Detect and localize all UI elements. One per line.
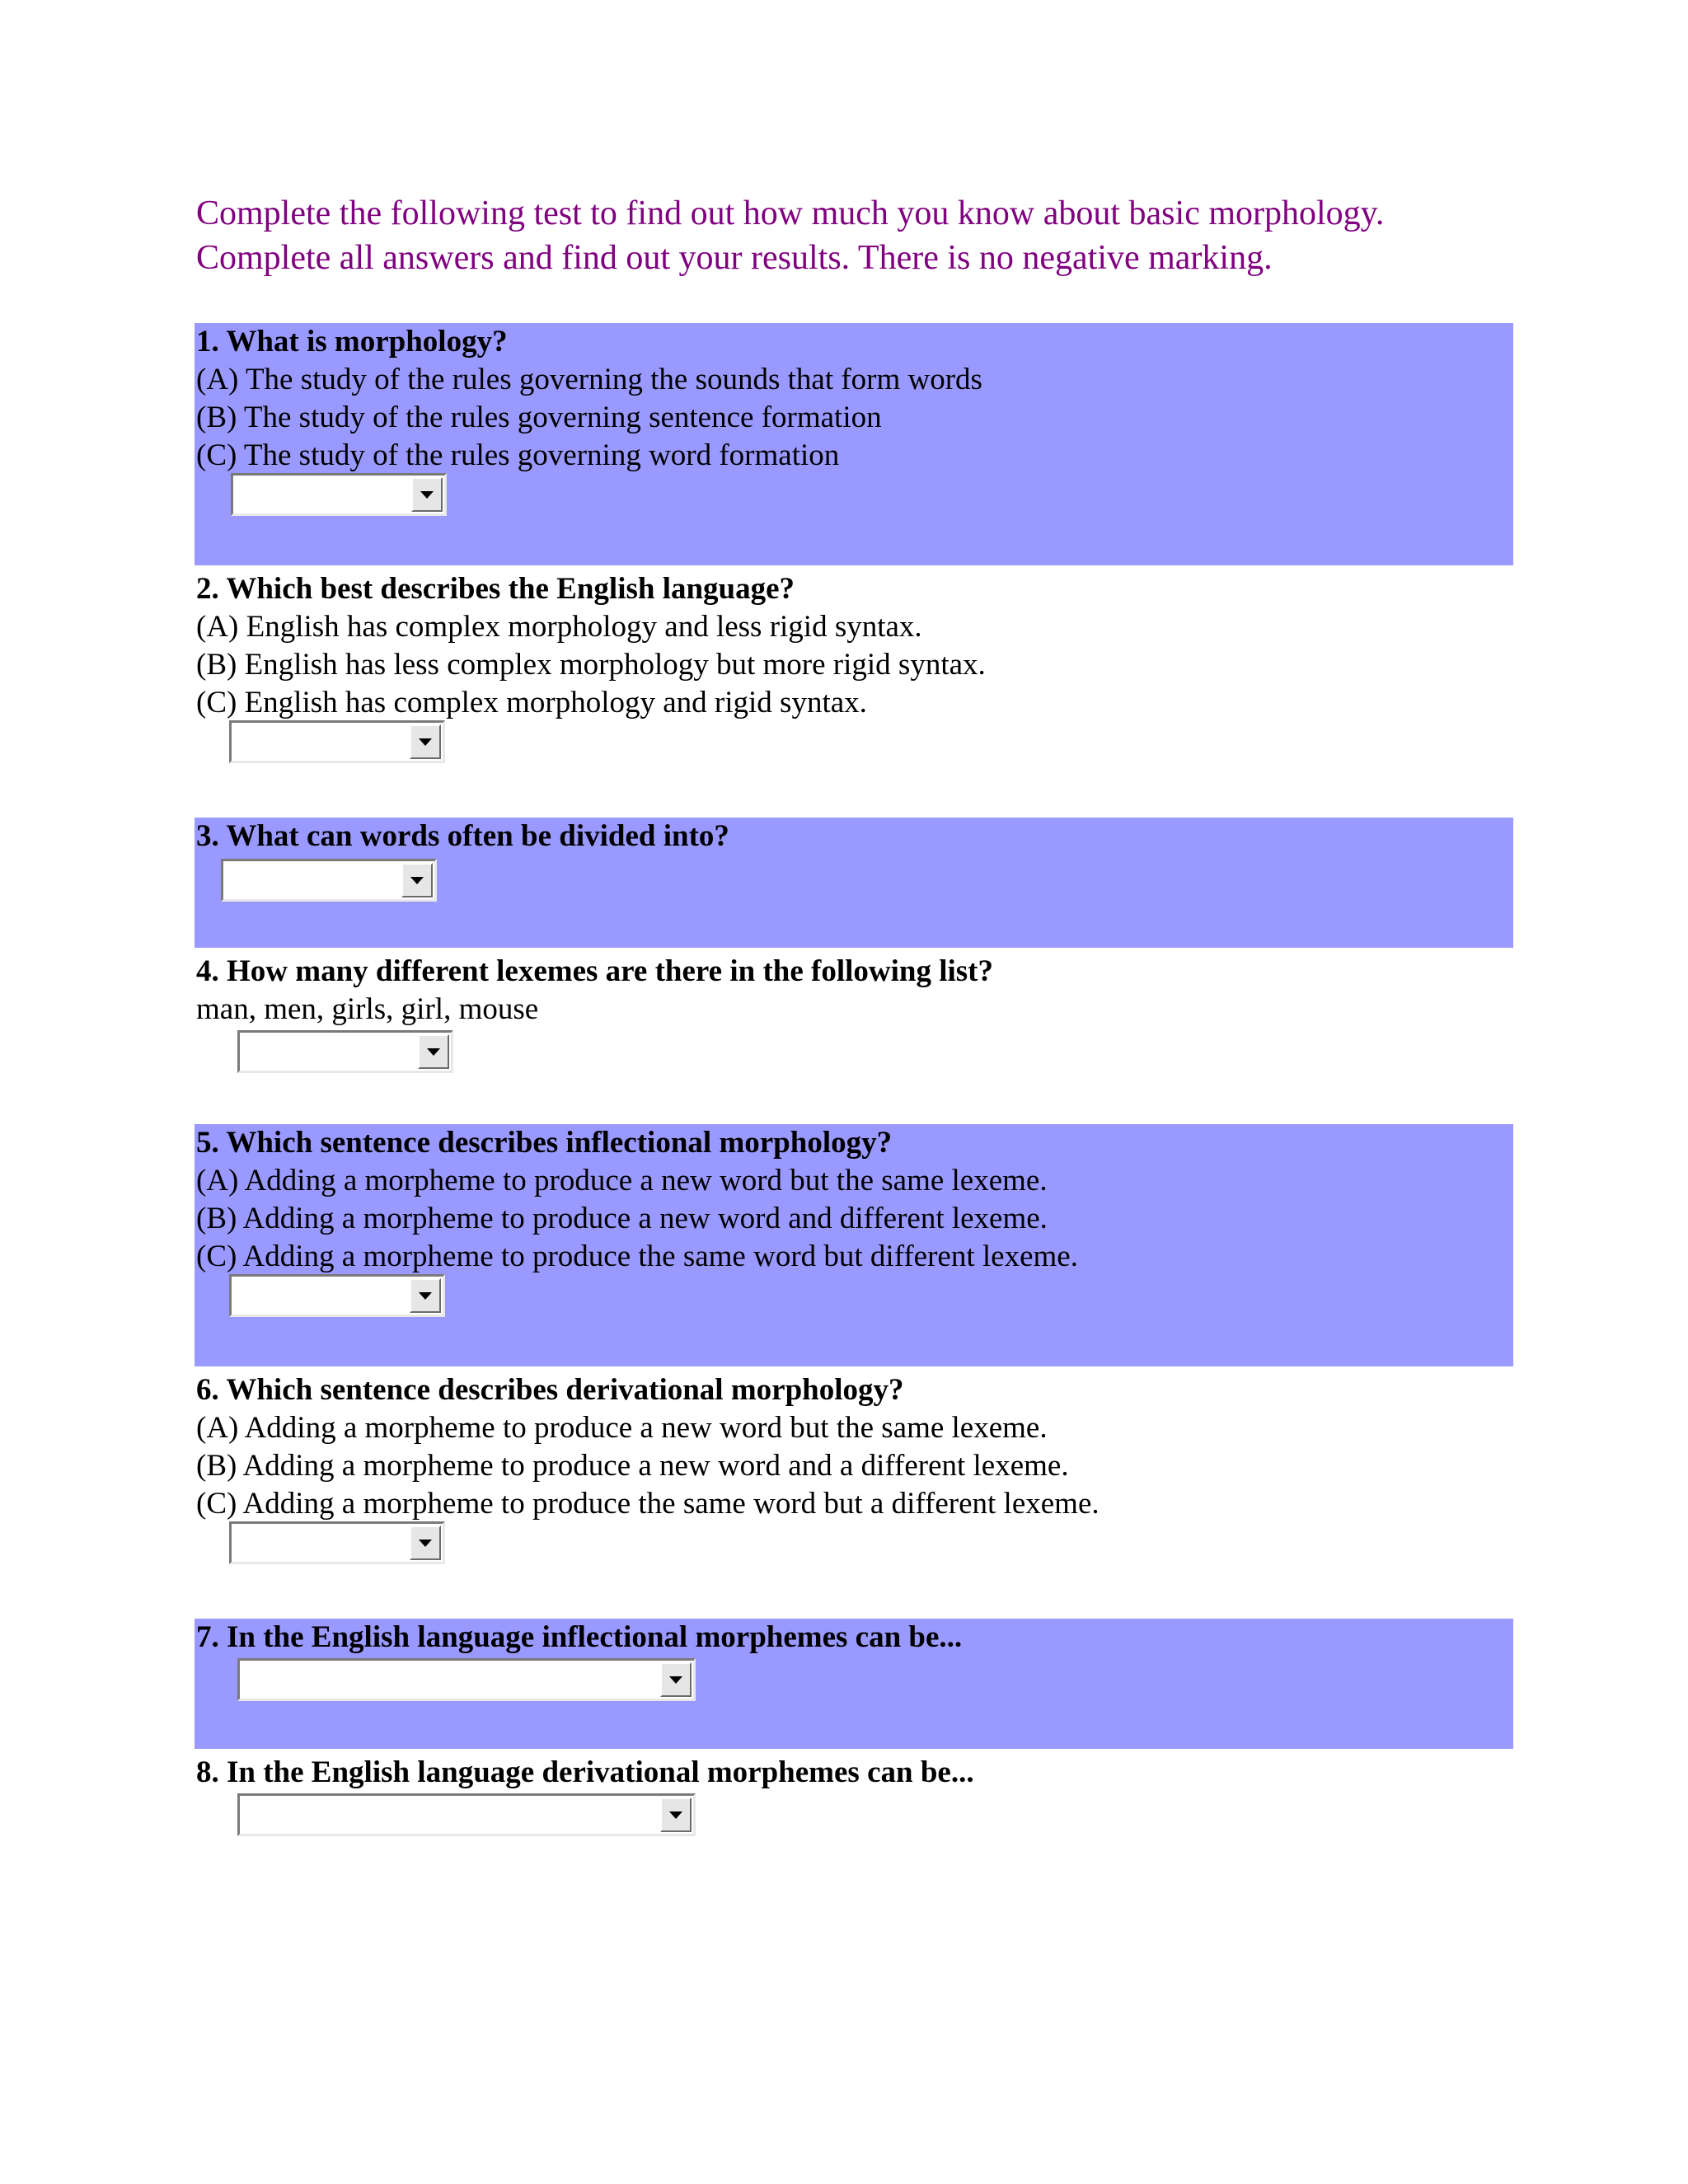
question-5 [195, 1124, 1513, 1366]
question-2-option-b: (B) English has less complex morphology but more rigid syntax. [196, 648, 986, 682]
chevron-down-icon[interactable] [410, 1278, 441, 1313]
question-2-option-c: (C) English has complex morphology and rigid syntax. [196, 686, 867, 719]
question-7-answer-select[interactable] [237, 1658, 696, 1701]
question-4-word-list: man, men, girls, girl, mouse [196, 992, 539, 1026]
chevron-down-icon[interactable] [418, 1034, 449, 1069]
intro-line-2: Complete all answers and find out your results. There is no negative marking. [196, 239, 1273, 277]
question-5-title: 5. Which sentence describes inflectional morphology? [196, 1126, 893, 1160]
intro-line-1: Complete the following test to find out how much you know about basic morphology. [196, 194, 1385, 232]
question-6-answer-select[interactable] [229, 1521, 445, 1564]
question-5-option-c: (C) Adding a morpheme to produce the same word but different lexeme. [196, 1240, 1078, 1273]
question-2 [195, 570, 1513, 813]
question-1-option-a: (A) The study of the rules governing the sounds that form words [196, 363, 982, 396]
question-2-answer-select[interactable] [229, 720, 445, 763]
question-1-title: 1. What is morphology? [196, 325, 508, 359]
question-2-title: 2. Which best describes the English language? [196, 572, 795, 606]
question-6-option-b: (B) Adding a morpheme to produce a new word and a different lexeme. [196, 1449, 1069, 1483]
question-3-title: 3. What can words often be divided into? [196, 819, 729, 853]
question-8 [195, 1754, 1513, 1861]
question-6-option-c: (C) Adding a morpheme to produce the same word but a different lexeme. [196, 1487, 1100, 1521]
question-4 [195, 953, 1513, 1119]
question-5-option-b: (B) Adding a morpheme to produce a new word and different lexeme. [196, 1202, 1048, 1235]
chevron-down-icon[interactable] [401, 863, 433, 898]
question-8-answer-select[interactable] [237, 1793, 696, 1836]
question-4-title: 4. How many different lexemes are there in the following list? [196, 954, 994, 988]
chevron-down-icon[interactable] [660, 1662, 692, 1697]
question-2-option-a: (A) English has complex morphology and less rigid syntax. [196, 610, 922, 644]
question-1-option-c: (C) The study of the rules governing word formation [196, 438, 840, 472]
question-1-option-b: (B) The study of the rules governing sentence formation [196, 401, 882, 434]
chevron-down-icon[interactable] [411, 477, 443, 512]
question-8-title: 8. In the English language derivational morphemes can be... [196, 1755, 974, 1789]
question-7 [195, 1619, 1513, 1749]
question-5-option-a: (A) Adding a morpheme to produce a new word but the same lexeme. [196, 1164, 1048, 1197]
question-3 [195, 818, 1513, 948]
intro-text [196, 191, 1531, 280]
question-5-answer-select[interactable] [229, 1274, 445, 1317]
question-1 [195, 323, 1513, 565]
question-6 [195, 1371, 1513, 1614]
question-6-title: 6. Which sentence describes derivational morphology? [196, 1373, 904, 1407]
question-4-answer-select[interactable] [237, 1030, 453, 1073]
question-6-option-a: (A) Adding a morpheme to produce a new word but the same lexeme. [196, 1411, 1048, 1445]
question-7-title: 7. In the English language inflectional morphemes can be... [196, 1620, 963, 1654]
question-1-answer-select[interactable] [231, 473, 447, 516]
chevron-down-icon[interactable] [410, 724, 441, 759]
chevron-down-icon[interactable] [410, 1526, 441, 1560]
chevron-down-icon[interactable] [660, 1797, 692, 1832]
question-3-answer-select[interactable] [221, 859, 437, 902]
